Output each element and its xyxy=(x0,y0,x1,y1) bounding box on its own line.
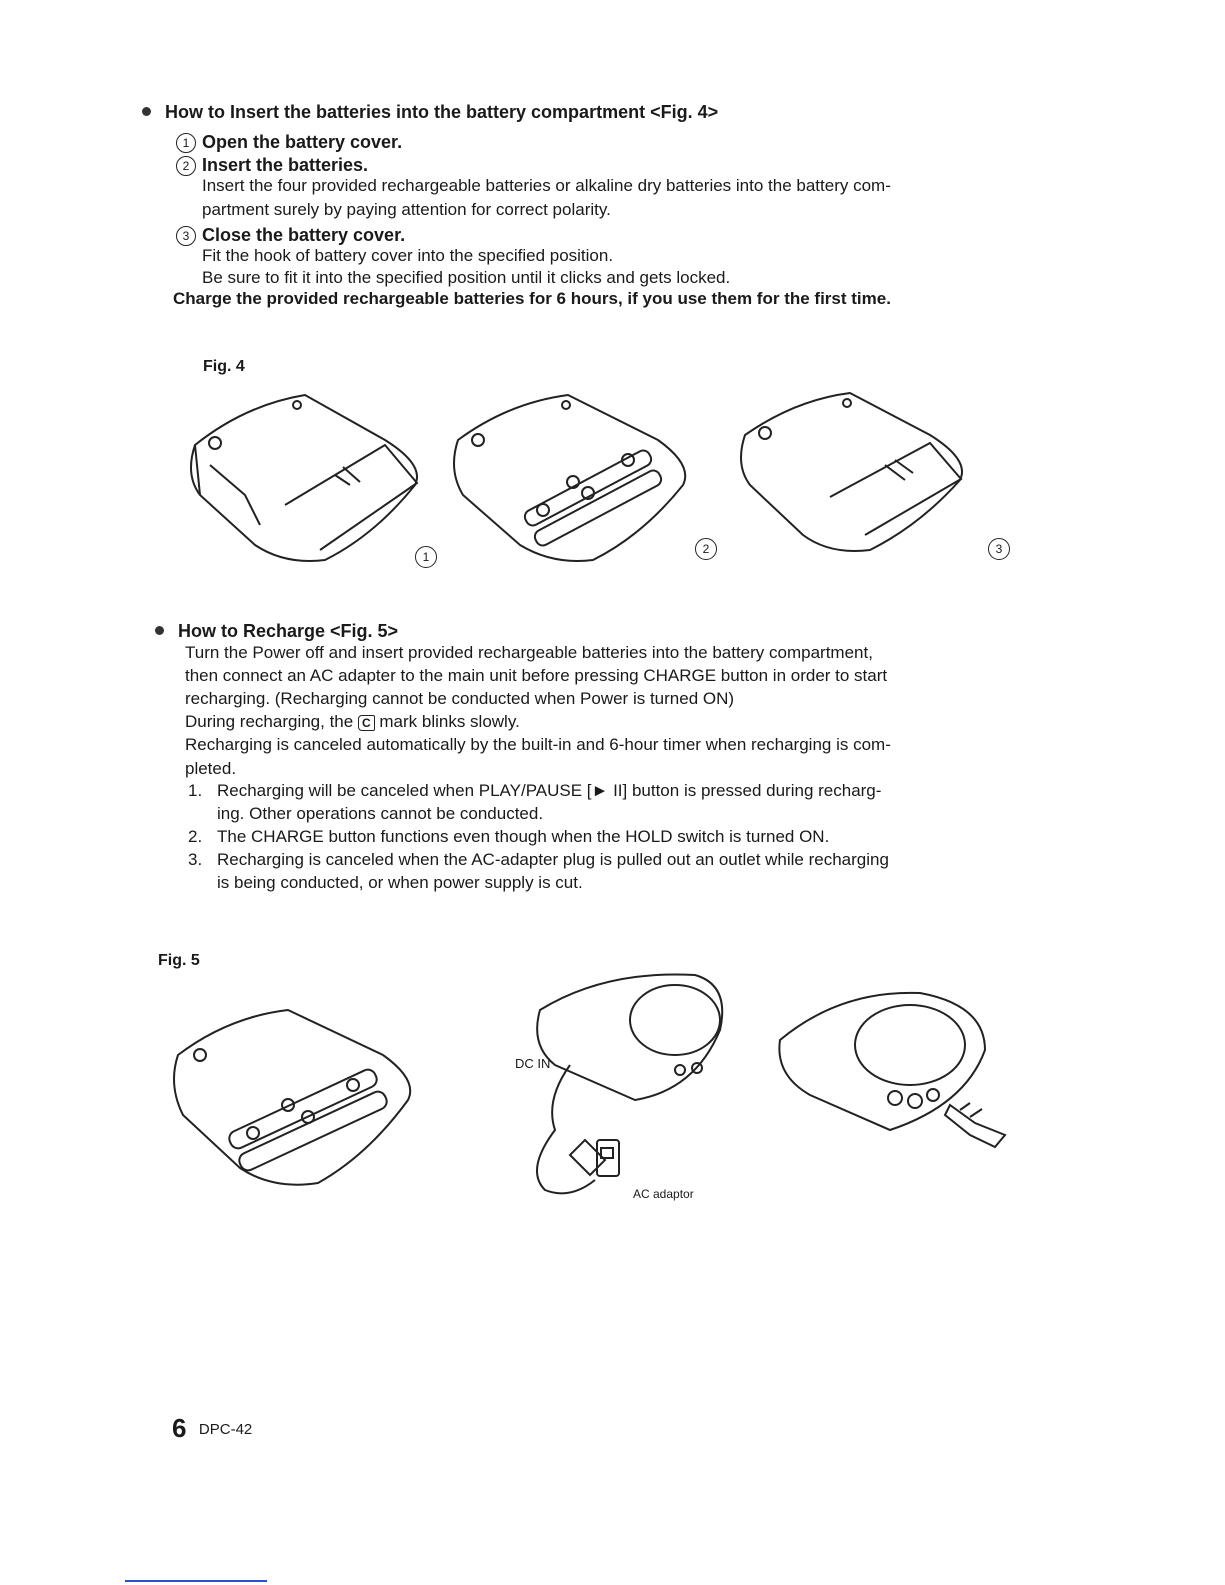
fig4-device-open-cover xyxy=(185,385,430,570)
bullet-icon xyxy=(142,107,151,116)
fig5-device-batteries xyxy=(168,1005,418,1195)
dc-in-label: DC IN xyxy=(515,1056,551,1071)
first-charge-note: Charge the provided rechargeable batteries for 6 hours, if you use them for the first time. xyxy=(173,289,891,308)
step-3-title: 3 Close the battery cover. xyxy=(176,224,405,246)
step-3-body-2: Be sure to fit it into the specified position until it clicks and gets locked. xyxy=(202,268,731,287)
note-3-line-1: Recharging is canceled when the AC-adapter plug is pulled out an outlet while recharging xyxy=(217,850,889,869)
fig4-step-label-1: 1 xyxy=(415,546,437,568)
step-2-body-1: Insert the four provided rechargeable batteries or alkaline dry batteries into the battery com- xyxy=(202,176,891,195)
recharge-blink-line: During recharging, the C mark blinks slowly. xyxy=(185,712,520,731)
step-3-body-1: Fit the hook of battery cover into the specified position. xyxy=(202,246,614,265)
note-1-line-2: ing. Other operations cannot be conducted. xyxy=(217,804,544,823)
recharge-heading: How to Recharge <Fig. 5> xyxy=(155,620,398,642)
charge-mark-icon: C xyxy=(358,715,375,731)
recharge-auto-line-1: Recharging is canceled automatically by the built-in and 6-hour timer when recharging is com- xyxy=(185,735,891,754)
fig4-step-label-2: 2 xyxy=(695,538,717,560)
note-3-num: 3. xyxy=(188,850,203,869)
note-2-line-1: The CHARGE button functions even though when the HOLD switch is turned ON. xyxy=(217,827,830,846)
note-2-num: 2. xyxy=(188,827,203,846)
ac-adaptor-label: AC adaptor xyxy=(633,1187,694,1201)
bullet-icon xyxy=(155,626,164,635)
insert-heading: How to Insert the batteries into the battery compartment <Fig. 4> xyxy=(142,101,718,123)
recharge-auto-line-2: pleted. xyxy=(185,759,237,778)
fig5-device-press-charge xyxy=(770,985,1010,1155)
fig5-label: Fig. 5 xyxy=(158,952,200,969)
page-number: 6 xyxy=(172,1413,187,1443)
recharge-line-2: then connect an AC adapter to the main unit before pressing CHARGE button in order to start xyxy=(185,666,888,685)
note-3-line-2: is being conducted, or when power supply is cut. xyxy=(217,873,583,892)
bottom-underline xyxy=(125,1580,267,1582)
note-1-num: 1. xyxy=(188,781,203,800)
fig4-device-insert-batteries xyxy=(448,385,698,570)
step-2-body-2: partment surely by paying attention for correct polarity. xyxy=(202,200,611,219)
step-2-title: 2 Insert the batteries. xyxy=(176,154,368,176)
fig4-device-close-cover xyxy=(735,385,980,560)
fig4-step-label-3: 3 xyxy=(988,538,1010,560)
model-name: DPC-42 xyxy=(198,1421,253,1438)
note-1-line-1: Recharging will be canceled when PLAY/PAUSE [► II] button is pressed during recharg- xyxy=(217,781,882,800)
recharge-line-3: recharging. (Recharging cannot be conducted when Power is turned ON) xyxy=(185,689,735,708)
step-1-title: 1 Open the battery cover. xyxy=(176,131,402,153)
fig4-label: Fig. 4 xyxy=(203,358,245,375)
page-footer xyxy=(172,1413,252,1444)
recharge-line-1: Turn the Power off and insert provided rechargeable batteries into the battery compartment, xyxy=(185,643,873,662)
fig5-device-ac-connection xyxy=(515,970,740,1205)
